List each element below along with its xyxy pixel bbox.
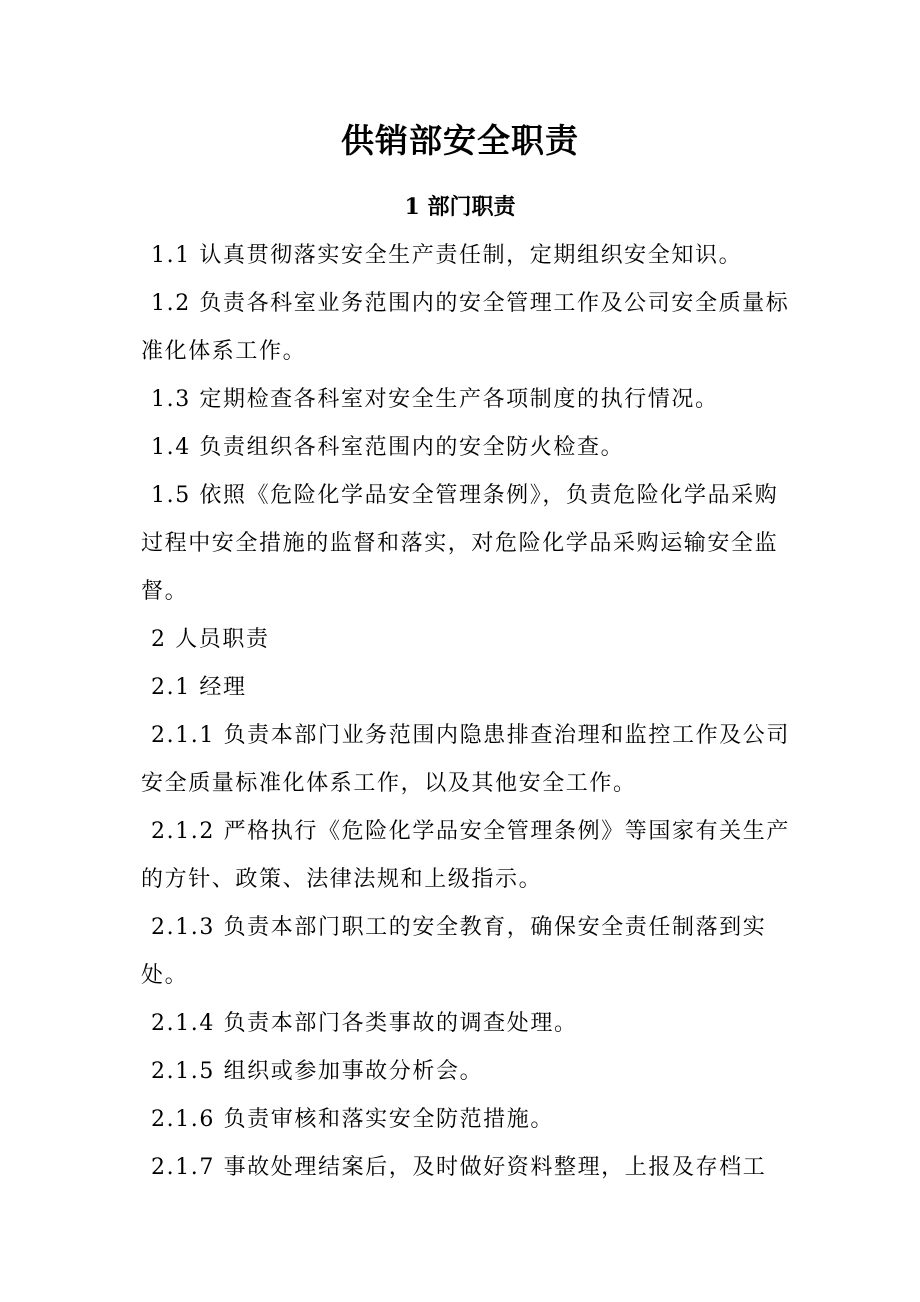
document-body xyxy=(141,232,791,1192)
paragraph: 2.1.6 负责审核和落实安全防范措施。 xyxy=(151,1107,554,1132)
paragraph: 2.1.3 负责本部门职工的安全教育，确保安全责任制落到实处。 xyxy=(141,915,767,988)
paragraph: 2 人员职责 xyxy=(151,627,270,652)
paragraph: 2.1.2 严格执行《危险化学品安全管理条例》等国家有关生产的方针、政策、法律法规和上级指示。 xyxy=(141,819,790,892)
paragraph: 1.1 认真贯彻落实安全生产责任制，定期组织安全知识。 xyxy=(151,243,743,268)
paragraph: 1.3 定期检查各科室对安全生产各项制度的执行情况。 xyxy=(151,387,719,412)
paragraph: 2.1.5 组织或参加事故分析会。 xyxy=(151,1059,484,1084)
paragraph: 1.2 负责各科室业务范围内的安全管理工作及公司安全质量标准化体系工作。 xyxy=(141,291,790,364)
section-heading: 1 部门职责 xyxy=(404,194,516,220)
paragraph: 1.5 依照《危险化学品安全管理条例》，负责危险化学品采购过程中安全措施的监督和落实，对危险化学品采购运输安全监督。 xyxy=(141,483,779,604)
paragraph: 2.1.4 负责本部门各类事故的调查处理。 xyxy=(151,1011,578,1036)
paragraph: 2.1 经理 xyxy=(151,675,247,700)
paragraph: 2.1.1 负责本部门业务范围内隐患排查治理和监控工作及公司安全质量标准化体系工作，以及其他安全工作。 xyxy=(141,723,790,796)
document-title: 供销部安全职责 xyxy=(341,121,579,160)
paragraph: 2.1.7 事故处理结案后，及时做好资料整理，上报及存档工 xyxy=(151,1155,767,1180)
paragraph: 1.4 负责组织各科室范围内的安全防火检查。 xyxy=(151,435,625,460)
